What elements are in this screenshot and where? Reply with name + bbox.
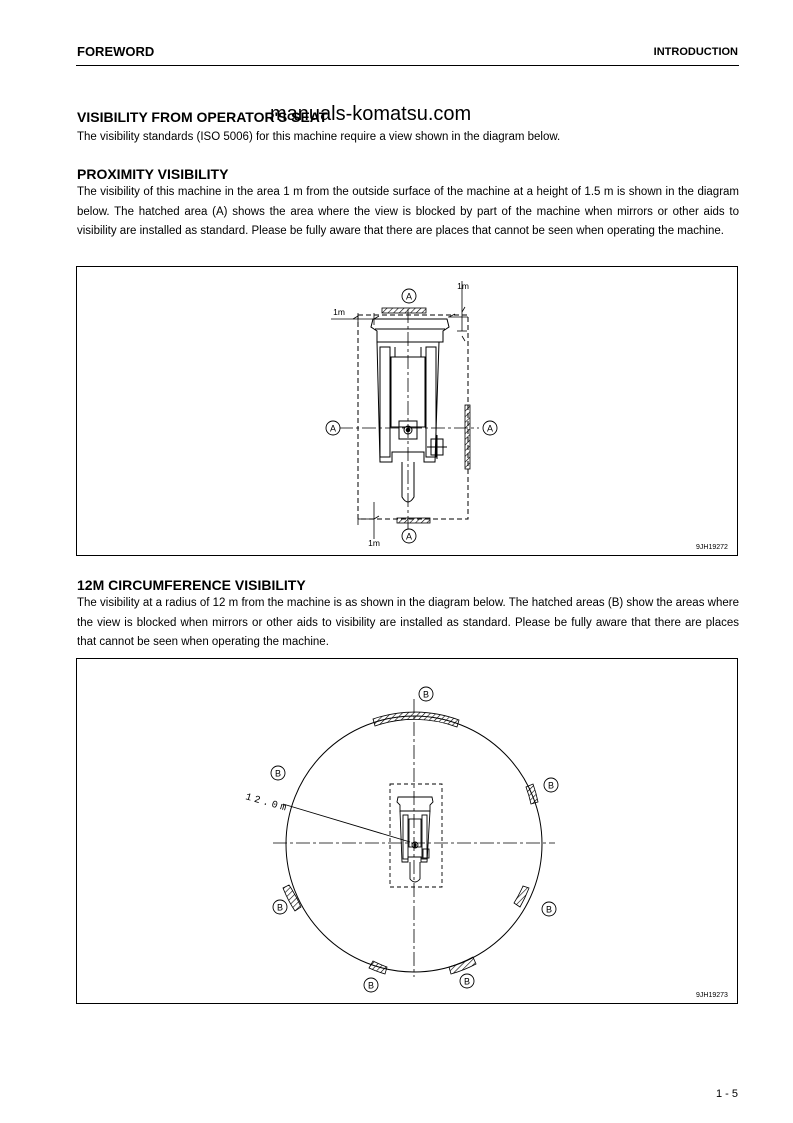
circumference-heading: 12M CIRCUMFERENCE VISIBILITY [77, 577, 306, 593]
label-a-right: A [486, 423, 494, 434]
label-a-left: A [329, 423, 337, 434]
blocked-area-right-upper [526, 784, 538, 804]
proximity-paragraph: The visibility of this machine in the area 1 m from the outside surface of the machine at a height of 1.5 m is shown in the diagram below. The hatched area (A) shows the area where the view is blocked by part of the machine when mirrors or other aids to visibility are installed as standard. Please be fully aware that there are places that cannot be seen when operating the machine. [77, 186, 739, 237]
dim-1m-right: 1m [457, 281, 469, 291]
label-b-left-lower: B [276, 902, 284, 913]
dim-1m-bottom: 1m [368, 538, 380, 548]
visibility-heading: VISIBILITY FROM OPERATOR'S SEAT [77, 109, 328, 125]
radius-label: 12.0m [243, 792, 291, 816]
label-b-left-upper: B [274, 768, 282, 779]
circumference-paragraph: The visibility at a radius of 12 m from the machine is as shown in the diagram below. The hatched areas (B) show the areas where the view is blocked when mirrors or other aids to visibility are installed as standard. Please be fully aware that there are places that cannot be seen when operating the machine. [77, 597, 739, 648]
label-b-right-lower: B [545, 904, 553, 915]
page-number: 1 - 5 [715, 1088, 738, 1100]
blocked-area-bottom-left [369, 961, 387, 974]
blocked-area-bottom-right [449, 957, 476, 974]
blocked-area-rear [397, 518, 430, 523]
label-b-top: B [422, 689, 430, 700]
one-metre-boundary [358, 315, 468, 519]
label-b-right-upper: B [547, 780, 555, 791]
watermark-text: manuals-komatsu.com [270, 103, 472, 125]
dim-1m-left: 1m [333, 307, 345, 317]
proximity-diagram [77, 267, 737, 555]
label-b-bottom-right: B [463, 976, 471, 987]
blocked-area-right [465, 405, 470, 469]
radius-leader-line [283, 804, 410, 842]
header-chapter-title: INTRODUCTION [653, 46, 738, 58]
visibility-paragraph: The visibility standards (ISO 5006) for this machine require a view shown in the diagram below. [77, 131, 561, 143]
circumference-diagram [77, 659, 737, 1003]
label-a-bottom: A [405, 531, 413, 542]
proximity-figure [76, 266, 738, 556]
blocked-area-front [382, 308, 426, 313]
header-section-title: FOREWORD [77, 44, 155, 59]
label-b-bottom-left: B [367, 980, 375, 991]
figure-code-2: 9JH19273 [696, 992, 728, 999]
figure-code-1: 9JH19272 [696, 544, 728, 551]
machine-outline [371, 319, 449, 502]
proximity-heading: PROXIMITY VISIBILITY [77, 166, 229, 182]
label-a-top: A [405, 291, 413, 302]
blocked-area-top [373, 712, 459, 727]
circumference-figure [76, 658, 738, 1004]
header-rule [76, 65, 739, 66]
